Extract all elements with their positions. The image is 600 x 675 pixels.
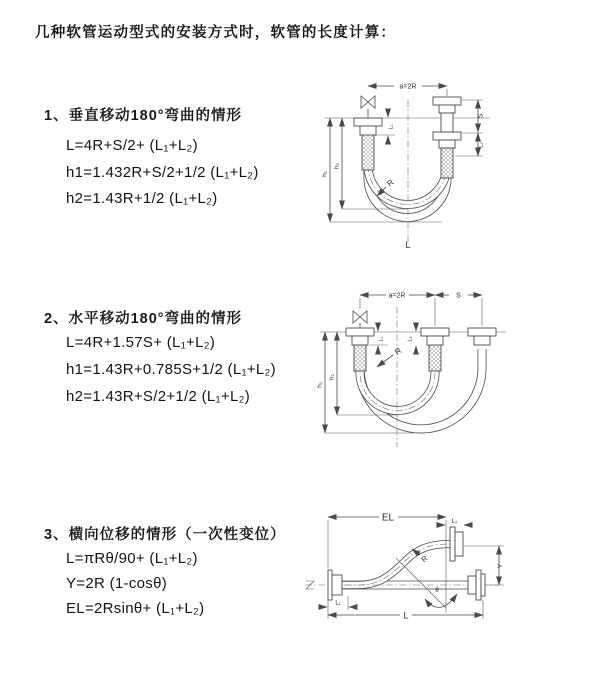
label-h2: h₂: [333, 162, 341, 170]
dim-a-2R: [360, 293, 435, 327]
dim-a-2R: [368, 84, 447, 97]
diagram-horizontal-180-bend: [310, 283, 600, 458]
page-title: 几种软管运动型式的安装方式时，软管的长度计算：: [35, 25, 397, 41]
label-r: R: [385, 177, 396, 189]
section-1-formula-h2: h2=1.43R+1/2 (L₁+L₂): [66, 190, 218, 207]
label-l2: L₂: [478, 142, 485, 148]
left-fitting: [354, 109, 382, 135]
left-flange: [328, 570, 342, 600]
section-2-formula-h1: h1=1.43R+0.785S+1/2 (L₁+L₂): [66, 361, 276, 378]
label-l2: L₂: [451, 519, 458, 525]
label-h1: h₁: [316, 382, 324, 388]
label-el: EL: [381, 512, 395, 524]
right-fitting-lower: [433, 132, 461, 148]
braid-left: [362, 134, 374, 170]
label-h2: h₂: [328, 373, 336, 381]
section-1-formula-L: L=4R+S/2+ (L₁+L₂): [66, 137, 198, 154]
braid-middle: [429, 345, 441, 371]
label-l: L: [405, 240, 411, 250]
section-1-heading: 1、垂直移动180°弯曲的情形: [44, 108, 243, 124]
dim-L1: [319, 596, 357, 610]
middle-fitting: [421, 328, 449, 345]
hose-displaced-position: [342, 544, 450, 585]
radius-callout: [377, 346, 403, 367]
section-2-formula-h2: h2=1.43R+S/2+1/2 (L₁+L₂): [66, 388, 251, 405]
label-theta: θ: [435, 587, 439, 594]
dim-EL: [328, 513, 446, 614]
label-l1: L₁: [388, 124, 395, 130]
label-r: R: [393, 346, 404, 357]
section-3-formula-Y: Y=2R (1-cosθ): [66, 575, 168, 592]
label-r: R: [419, 553, 430, 564]
label-y: Y: [497, 563, 505, 569]
label-l1: L₁: [335, 600, 341, 607]
section-3-formula-L: L=πRθ/90+ (L₁+L₂): [66, 550, 198, 567]
diagram-vertical-180-bend: [310, 70, 600, 265]
section-3-heading: 3、横向位移的情形（一次性变位）: [44, 527, 286, 543]
right-fitting: [468, 328, 496, 345]
label-h1: h₁: [321, 171, 329, 177]
section-3-formula-EL: EL=2Rsinθ+ (L₁+L₂): [66, 600, 205, 617]
label-a2r: a=2R: [399, 83, 417, 91]
right-flange: [468, 570, 485, 600]
dim-L1: [376, 109, 395, 144]
dim-L2: [438, 519, 471, 525]
dim-S: [462, 100, 485, 133]
diagram-lateral-displacement: [300, 500, 600, 650]
label-s: S: [477, 113, 485, 119]
right-fitting-upper: [433, 97, 461, 132]
upper-flange: [450, 527, 463, 561]
dim-L2: [408, 323, 417, 354]
dim-L: [328, 600, 483, 621]
section-2-formula-L: L=4R+1.57S+ (L₁+L₂): [66, 334, 216, 351]
hose-up-position: [368, 134, 447, 205]
hose-moved-position: [360, 345, 482, 429]
valve-icon: [353, 311, 367, 323]
left-fitting: [346, 323, 374, 345]
section-1-formula-h1: h1=1.432R+S/2+1/2 (L₁+L₂): [66, 164, 259, 181]
valve-icon: [361, 96, 375, 108]
label-l1: L₁: [378, 336, 385, 342]
label-l2: L₂: [407, 336, 414, 342]
braid-left: [354, 345, 366, 371]
label-s: S: [456, 292, 461, 300]
label-a2r: a=2R: [388, 292, 406, 300]
section-2-heading: 2、水平移动180°弯曲的情形: [44, 311, 243, 327]
braid-right: [441, 148, 453, 178]
dim-S: [435, 293, 482, 327]
label-bottom-l: L: [403, 610, 409, 621]
